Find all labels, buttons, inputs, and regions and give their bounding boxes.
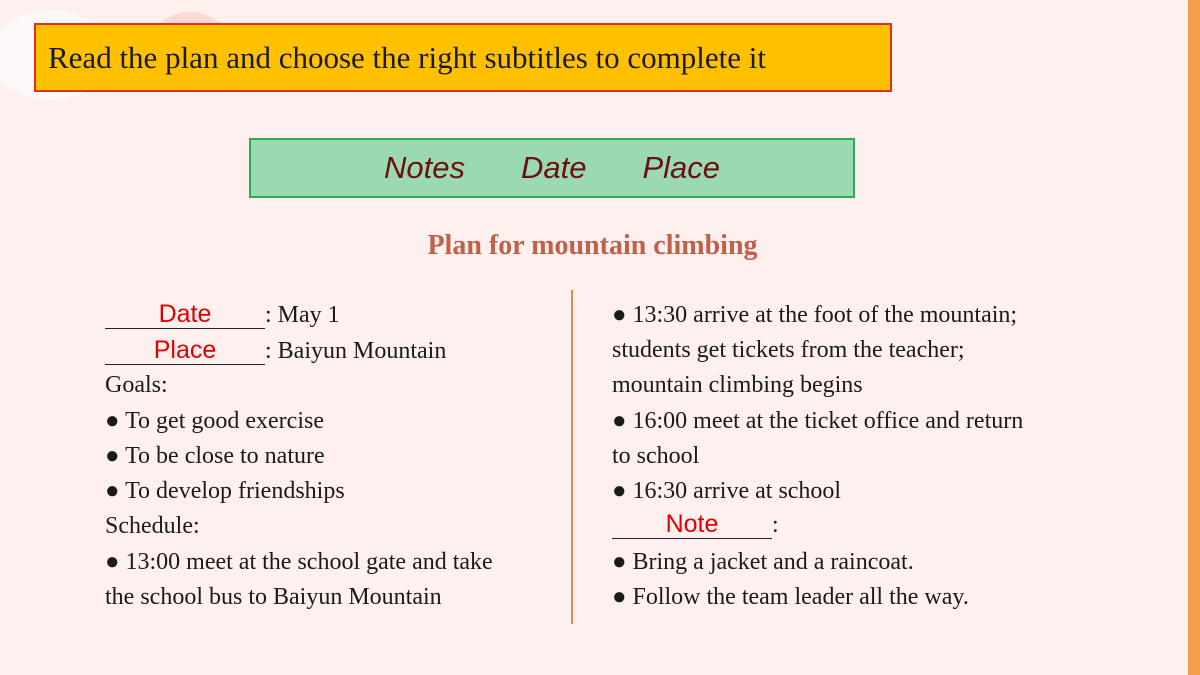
note-answer-blank[interactable]: Note [612, 510, 772, 539]
goal-item: ● To develop friendships [105, 478, 345, 504]
place-value: : Baiyun Mountain [265, 338, 447, 364]
schedule-item: ● 13:00 meet at the school gate and take [105, 549, 493, 575]
goal-item: ● To get good exercise [105, 408, 324, 434]
date-line [105, 298, 340, 333]
schedule-item: ● 16:00 meet at the ticket office and return [612, 408, 1024, 434]
word-bank-item: Date [520, 150, 587, 185]
schedule-item: the school bus to Baiyun Mountain [105, 584, 442, 610]
note-item: ● Follow the team leader all the way. [612, 584, 969, 610]
word-bank-item: Notes [383, 150, 465, 185]
word-bank-item: Place [642, 150, 720, 185]
right-accent-stripe [1188, 0, 1200, 675]
instruction-text: Read the plan and choose the right subtitles to complete it [48, 39, 766, 75]
note-line [612, 508, 779, 543]
schedule-item: ● 16:30 arrive at school [612, 478, 842, 504]
instruction-banner [34, 23, 892, 92]
plan-title: Plan for mountain climbing [427, 230, 758, 261]
schedule-item: students get tickets from the teacher; [612, 337, 965, 363]
goals-label: Goals: [105, 372, 168, 398]
schedule-item: to school [612, 443, 700, 469]
place-line [105, 334, 446, 369]
date-answer-blank[interactable]: Date [105, 300, 265, 329]
column-divider [571, 290, 573, 624]
note-suffix: : [772, 512, 779, 538]
schedule-label: Schedule: [105, 513, 200, 539]
note-item: ● Bring a jacket and a raincoat. [612, 549, 914, 575]
place-answer-blank[interactable]: Place [105, 336, 265, 365]
schedule-item: mountain climbing begins [612, 372, 863, 398]
date-value: : May 1 [265, 302, 340, 328]
goal-item: ● To be close to nature [105, 443, 325, 469]
schedule-item: ● 13:30 arrive at the foot of the mountain; [612, 302, 1018, 328]
word-bank [249, 138, 855, 198]
